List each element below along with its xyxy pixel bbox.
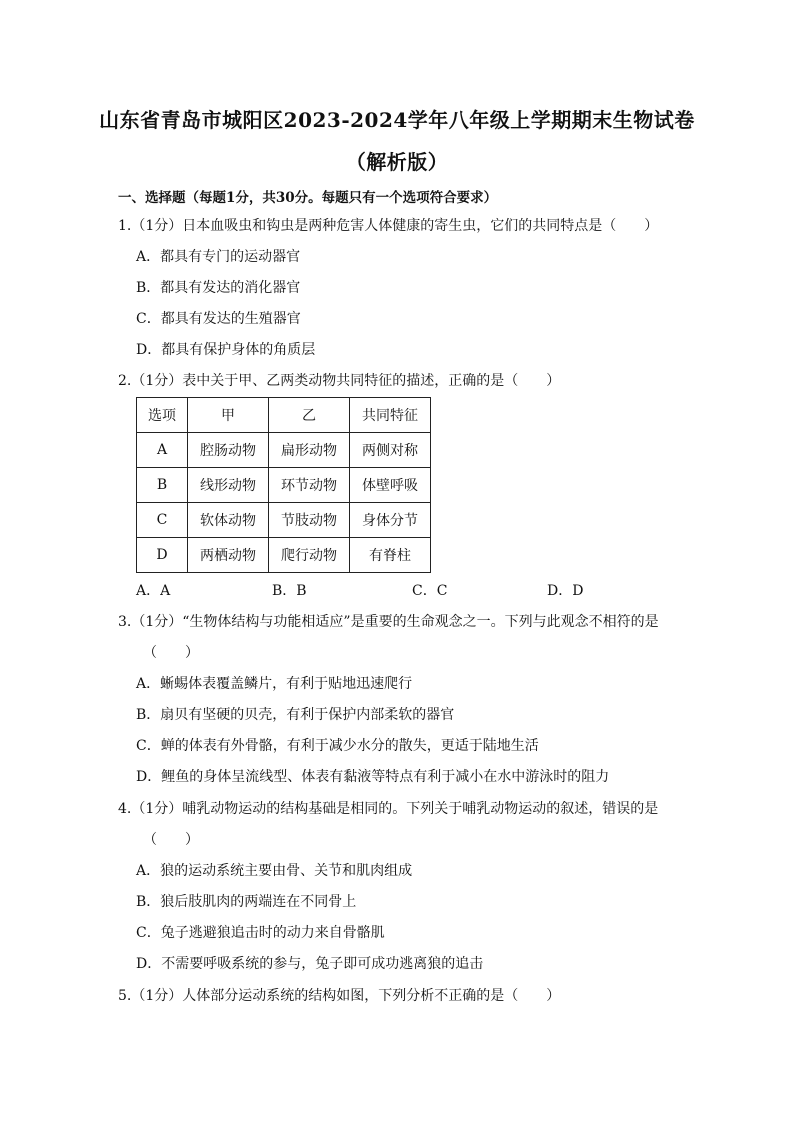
question-2-option-a: A．A: [136, 583, 171, 599]
table-header-cell: 共同特征: [350, 398, 431, 433]
table-row: [137, 468, 431, 503]
table-header-cell: 甲: [188, 398, 269, 433]
question-4-stem: 4.（1分）哺乳动物运动的结构基础是相同的。下列关于哺乳动物运动的叙述，错误的是: [118, 801, 659, 817]
table-cell: A: [137, 433, 188, 468]
question-3-stem: 3.（1分）“生物体结构与功能相适应”是重要的生命观念之一。下列与此观念不相符的是: [118, 614, 659, 630]
table-header-cell: 乙: [269, 398, 350, 433]
table-cell: 扁形动物: [269, 433, 350, 468]
question-3-option-b: B．扇贝有坚硬的贝壳，有利于保护内部柔软的器官: [136, 707, 455, 723]
table-cell: C: [137, 503, 188, 538]
table-row: [137, 503, 431, 538]
table-header-cell: 选项: [137, 398, 188, 433]
question-2-stem: 2.（1分）表中关于甲、乙两类动物共同特征的描述，正确的是（ ）: [118, 373, 561, 389]
question-5-stem: 5.（1分）人体部分运动系统的结构如图，下列分析不正确的是（ ）: [118, 988, 561, 1004]
question-3-stem-continued: （ ）: [143, 645, 199, 661]
table-cell: B: [137, 468, 188, 503]
table-cell: D: [137, 538, 188, 573]
question-4-stem-continued: （ ）: [143, 832, 199, 848]
table-cell: 爬行动物: [269, 538, 350, 573]
question-4-option-b: B．狼后肢肌肉的两端连在不同骨上: [136, 894, 357, 910]
question-4-option-a: A．狼的运动系统主要由骨、关节和肌肉组成: [136, 863, 413, 879]
table-cell: 软体动物: [188, 503, 269, 538]
table-cell: 腔肠动物: [188, 433, 269, 468]
table-row: [137, 538, 431, 573]
table-cell: 身体分节: [350, 503, 431, 538]
question-2-option-b: B．B: [272, 583, 307, 599]
question-2-table: [136, 397, 431, 573]
section-header: 一、选择题（每题1分，共30分。每题只有一个选项符合要求）: [118, 190, 498, 206]
table-cell: 两侧对称: [350, 433, 431, 468]
question-3-option-a: A．蜥蜴体表覆盖鳞片，有利于贴地迅速爬行: [136, 676, 413, 692]
table-cell: 体壁呼吸: [350, 468, 431, 503]
question-1-option-b: B．都具有发达的消化器官: [136, 280, 301, 296]
exam-subtitle: （解析版）: [345, 150, 449, 174]
table-cell: 节肢动物: [269, 503, 350, 538]
table-cell: 线形动物: [188, 468, 269, 503]
question-3-option-d: D．鲤鱼的身体呈流线型、体表有黏液等特点有利于减小在水中游泳时的阻力: [136, 769, 610, 785]
question-4-option-c: C．兔子逃避狼追击时的动力来自骨骼肌: [136, 925, 385, 941]
question-1-option-c: C．都具有发达的生殖器官: [136, 311, 301, 327]
table-cell: 环节动物: [269, 468, 350, 503]
table-header-row: [137, 398, 431, 433]
table-cell: 两栖动物: [188, 538, 269, 573]
question-1-stem: 1.（1分）日本血吸虫和钩虫是两种危害人体健康的寄生虫，它们的共同特点是（ ）: [118, 218, 659, 234]
table-row: [137, 433, 431, 468]
exam-title: 山东省青岛市城阳区2023-2024学年八年级上学期期末生物试卷: [99, 108, 695, 132]
question-3-option-c: C．蝉的体表有外骨骼，有利于减少水分的散失，更适于陆地生活: [136, 738, 539, 754]
question-1-option-a: A．都具有专门的运动器官: [136, 249, 301, 265]
question-2-option-c: C．C: [412, 583, 448, 599]
question-4-option-d: D．不需要呼吸系统的参与，兔子即可成功逃离狼的追击: [136, 956, 484, 972]
question-1-option-d: D．都具有保护身体的角质层: [136, 342, 316, 358]
question-2-option-d: D．D: [547, 583, 584, 599]
table-cell: 有脊柱: [350, 538, 431, 573]
